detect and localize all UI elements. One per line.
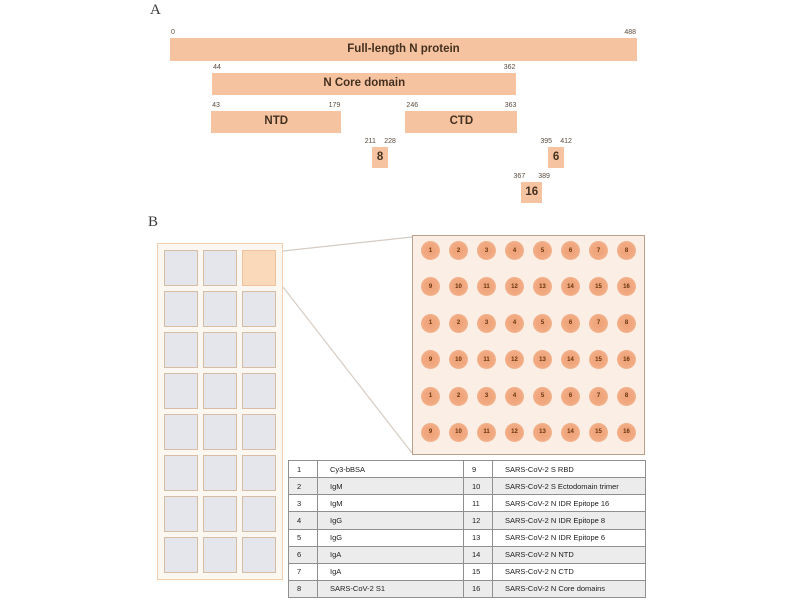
- residue-end-label: 488: [624, 29, 637, 36]
- spot: 12: [505, 350, 524, 369]
- table-row: [289, 546, 646, 563]
- spot: 8: [617, 314, 636, 333]
- spot: 13: [533, 350, 552, 369]
- spot: 2: [449, 387, 468, 406]
- residue-end-label: 412: [560, 138, 572, 145]
- segment-name-label: 8: [376, 150, 384, 163]
- antigen-name-cell: Cy3-bBSA: [318, 461, 464, 478]
- slide-cell: [164, 537, 198, 573]
- spot: 6: [561, 241, 580, 260]
- spot-number-cell: 7: [289, 563, 318, 580]
- n-protein-domain-diagram: [0, 0, 800, 215]
- antigen-name-cell: SARS-CoV-2 N NTD: [493, 546, 646, 563]
- spot-row: [421, 350, 636, 369]
- spot-number-cell: 1: [289, 461, 318, 478]
- epitope-8-box: [364, 138, 396, 168]
- antigen-name-cell: SARS-CoV-2 N IDR Epitope 8: [493, 512, 646, 529]
- table-row: [289, 512, 646, 529]
- slide-cell: [164, 455, 198, 491]
- segment-name-label: 6: [552, 150, 560, 163]
- table-row: [289, 495, 646, 512]
- spot: 2: [449, 314, 468, 333]
- spot: 7: [589, 387, 608, 406]
- residue-start-label: 44: [213, 64, 221, 71]
- antigen-name-cell: SARS-CoV-2 N Core domains: [493, 580, 646, 597]
- spot: 3: [477, 241, 496, 260]
- spot: 3: [477, 314, 496, 333]
- ctd-bar: [405, 102, 517, 133]
- spot: 5: [533, 387, 552, 406]
- spot: 5: [533, 241, 552, 260]
- residue-end-label: 362: [503, 64, 516, 71]
- spot: 10: [449, 350, 468, 369]
- spot: 2: [449, 241, 468, 260]
- spot-number-cell: 6: [289, 546, 318, 563]
- spot: 15: [589, 277, 608, 296]
- antigen-name-cell: IgM: [318, 478, 464, 495]
- spot: 16: [617, 423, 636, 442]
- residue-start-label: 367: [513, 173, 526, 180]
- spot: 15: [589, 350, 608, 369]
- slide-cell: [242, 414, 276, 450]
- spot: 16: [617, 277, 636, 296]
- slide-cell: [203, 250, 237, 286]
- residue-start-label: 246: [406, 102, 419, 109]
- antigen-name-cell: SARS-CoV-2 S RBD: [493, 461, 646, 478]
- spot: 1: [421, 241, 440, 260]
- spot-legend-table: [288, 460, 646, 598]
- table-row: [289, 563, 646, 580]
- spot-number-cell: 2: [289, 478, 318, 495]
- antigen-name-cell: IgA: [318, 546, 464, 563]
- spot: 11: [477, 277, 496, 296]
- residue-start-label: 395: [540, 138, 552, 145]
- slide-cell: [203, 291, 237, 327]
- spot: 12: [505, 423, 524, 442]
- slide-cell: [242, 537, 276, 573]
- table-row: [289, 478, 646, 495]
- spot: 11: [477, 423, 496, 442]
- spot: 8: [617, 241, 636, 260]
- ntd-bar: [211, 102, 341, 133]
- segment-name-label: 16: [525, 185, 539, 198]
- slide-cell: [203, 537, 237, 573]
- spot: 3: [477, 387, 496, 406]
- spot-number-cell: 13: [464, 529, 493, 546]
- spot: 1: [421, 314, 440, 333]
- panel-a-label: A: [150, 2, 161, 18]
- spot: 9: [421, 423, 440, 442]
- spot: 14: [561, 423, 580, 442]
- slide-cell: [164, 332, 198, 368]
- spot: 10: [449, 423, 468, 442]
- spot-number-cell: 11: [464, 495, 493, 512]
- spot: 12: [505, 277, 524, 296]
- spot-number-cell: 9: [464, 461, 493, 478]
- spot: 4: [505, 387, 524, 406]
- residue-start-label: 43: [212, 102, 220, 109]
- spot-row: [421, 314, 636, 333]
- slide-cell: [203, 496, 237, 532]
- spot: 1: [421, 387, 440, 406]
- spot: 9: [421, 277, 440, 296]
- spot-row: [421, 277, 636, 296]
- epitope-16-box: [513, 173, 550, 203]
- full-length-n-protein-bar: [170, 29, 637, 61]
- spot: 5: [533, 314, 552, 333]
- residue-end-label: 363: [504, 102, 517, 109]
- antigen-name-cell: IgG: [318, 512, 464, 529]
- spot-number-cell: 10: [464, 478, 493, 495]
- residue-start-label: 0: [171, 29, 175, 36]
- slide-cell: [242, 332, 276, 368]
- residue-end-label: 389: [538, 173, 550, 180]
- spot: 4: [505, 241, 524, 260]
- slide-cell: [164, 291, 198, 327]
- slide-cell: [203, 373, 237, 409]
- spot-array-panel: [412, 235, 645, 455]
- antigen-name-cell: SARS-CoV-2 S Ectodomain trimer: [493, 478, 646, 495]
- spot: 7: [589, 314, 608, 333]
- slide-cell: [242, 291, 276, 327]
- slide-cell: [242, 373, 276, 409]
- spot-number-cell: 5: [289, 529, 318, 546]
- spot-number-cell: 12: [464, 512, 493, 529]
- spot: 10: [449, 277, 468, 296]
- slide-cell: [203, 414, 237, 450]
- spot-number-cell: 14: [464, 546, 493, 563]
- spot: 16: [617, 350, 636, 369]
- slide-cell: [164, 496, 198, 532]
- segment-name-label: Full-length N protein: [347, 42, 460, 55]
- spot-number-cell: 16: [464, 580, 493, 597]
- spot: 8: [617, 387, 636, 406]
- spot: 6: [561, 314, 580, 333]
- residue-start-label: 211: [364, 138, 376, 145]
- spot-number-cell: 4: [289, 512, 318, 529]
- spot: 15: [589, 423, 608, 442]
- antigen-name-cell: SARS-CoV-2 N CTD: [493, 563, 646, 580]
- spot-row: [421, 241, 636, 260]
- spot-row: [421, 387, 636, 406]
- panel-b-label: B: [148, 214, 159, 230]
- residue-end-label: 179: [328, 102, 341, 109]
- antigen-name-cell: SARS-CoV-2 N IDR Epitope 16: [493, 495, 646, 512]
- microarray-slide-grid: [157, 243, 283, 580]
- slide-cell: [242, 496, 276, 532]
- spot-row: [421, 423, 636, 442]
- epitope-6-box: [540, 138, 572, 168]
- antigen-name-cell: IgG: [318, 529, 464, 546]
- spot: 9: [421, 350, 440, 369]
- antigen-name-cell: SARS-CoV-2 S1: [318, 580, 464, 597]
- slide-cell: [164, 250, 198, 286]
- spot: 14: [561, 277, 580, 296]
- antigen-name-cell: IgM: [318, 495, 464, 512]
- table-row: [289, 461, 646, 478]
- residue-end-label: 228: [384, 138, 396, 145]
- table-row: [289, 529, 646, 546]
- spot: 11: [477, 350, 496, 369]
- slide-cell: [164, 414, 198, 450]
- spot-number-cell: 3: [289, 495, 318, 512]
- spot: 7: [589, 241, 608, 260]
- antigen-name-cell: IgA: [318, 563, 464, 580]
- spot: 13: [533, 277, 552, 296]
- segment-name-label: N Core domain: [323, 77, 406, 90]
- slide-cell: [203, 455, 237, 491]
- n-core-domain-bar: [212, 64, 516, 95]
- spot-number-cell: 15: [464, 563, 493, 580]
- spot-number-cell: 8: [289, 580, 318, 597]
- slide-cell: [164, 373, 198, 409]
- antigen-name-cell: SARS-CoV-2 N IDR Epitope 6: [493, 529, 646, 546]
- spot: 4: [505, 314, 524, 333]
- spot: 13: [533, 423, 552, 442]
- spot: 14: [561, 350, 580, 369]
- table-row: [289, 580, 646, 597]
- slide-cell: [203, 332, 237, 368]
- segment-name-label: CTD: [449, 115, 474, 128]
- slide-cell: [242, 455, 276, 491]
- slide-cell-highlighted: [242, 250, 276, 286]
- segment-name-label: NTD: [264, 115, 289, 128]
- spot: 6: [561, 387, 580, 406]
